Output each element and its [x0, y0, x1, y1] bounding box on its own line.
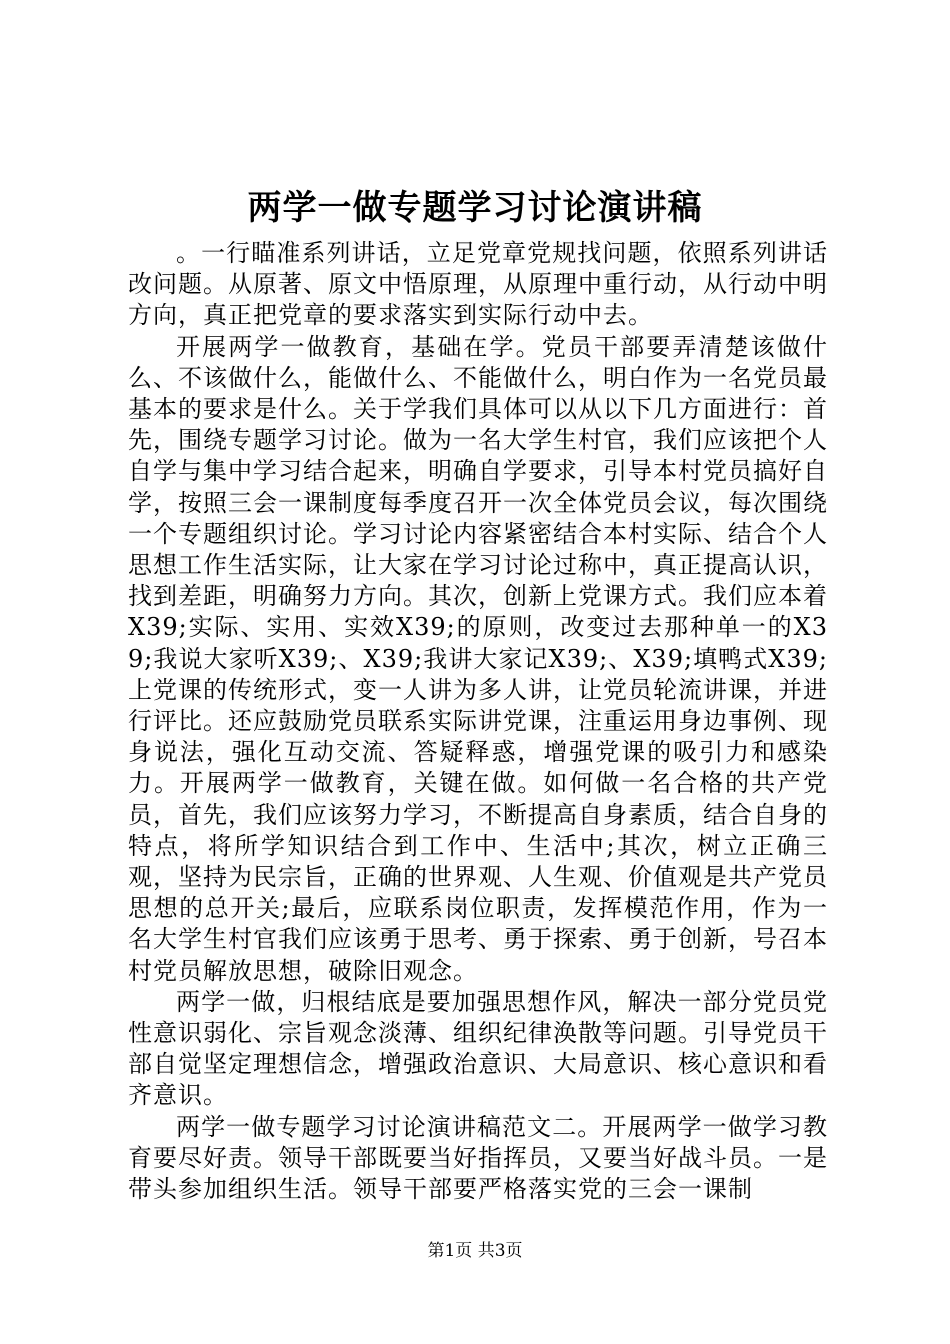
page-footer: 第1页 共3页	[427, 1241, 523, 1261]
paragraph: 开展两学一做教育，基础在学。党员干部要弄清楚该做什么、不该做什么，能做什么、不能做什么，明白作为一名党员最基本的要求是什么。关于学我们具体可以从以下几方面进行：首先，围绕专题学习讨论。做为一名大学生村官，我们应该把个人自学与集中学习结合起来，明确自学要求，引导本村党员搞好自学，按照三会一课制度每季度召开一次全体党员会议，每次围绕一个专题组织讨论。学习讨论内容紧密结合本村实际、结合个人思想工作生活实际，让大家在学习讨论过称中，真正提高认识，找到差距，明确努力方向。其次，创新上党课方式。我们应本着X39;实际、实用、实效X39;的原则，改变过去那种单一的X39;我说大家听X39;、X39;我讲大家记X39;、X39;填鸭式X39;上党课的传统形式，变一人讲为多人讲，让党员轮流讲课，并进行评比。还应鼓励党员联系实际讲党课，注重运用身边事例、现身说法，强化互动交流、答疑释惑，增强党课的吸引力和感染力。开展两学一做教育，关键在做。如何做一名合格的共产党员，首先，我们应该努力学习，不断提高自身素质，结合自身的特点，将所学知识结合到工作中、生活中;其次，树立正确三观，坚持为民宗旨，正确的世界观、人生观、价值观是共产党员思想的总开关;最后，应联系岗位职责，发挥模范作用，作为一名大学生村官我们应该勇于思考、勇于探索、勇于创新，号召本村党员解放思想，破除旧观念。	[128, 332, 828, 985]
paragraph: 。一行瞄准系列讲话，立足党章党规找问题，依照系列讲话改问题。从原著、原文中悟原理，从原理中重行动，从行动中明方向，真正把党章的要求落实到实际行动中去。	[128, 239, 828, 330]
document-body	[128, 238, 828, 1205]
paragraph: 两学一做，归根结底是要加强思想作风，解决一部分党员党性意识弱化、宗旨观念淡薄、组织纪律涣散等问题。引导党员干部自觉坚定理想信念，增强政治意识、大局意识、核心意识和看齐意识。	[128, 987, 828, 1110]
document-title: 两学一做专题学习讨论演讲稿	[247, 188, 703, 228]
paragraph: 两学一做专题学习讨论演讲稿范文二。开展两学一做学习教育要尽好责。领导干部既要当好指挥员，又要当好战斗员。一是带头参加组织生活。领导干部要严格落实党的三会一课制	[128, 1112, 828, 1204]
